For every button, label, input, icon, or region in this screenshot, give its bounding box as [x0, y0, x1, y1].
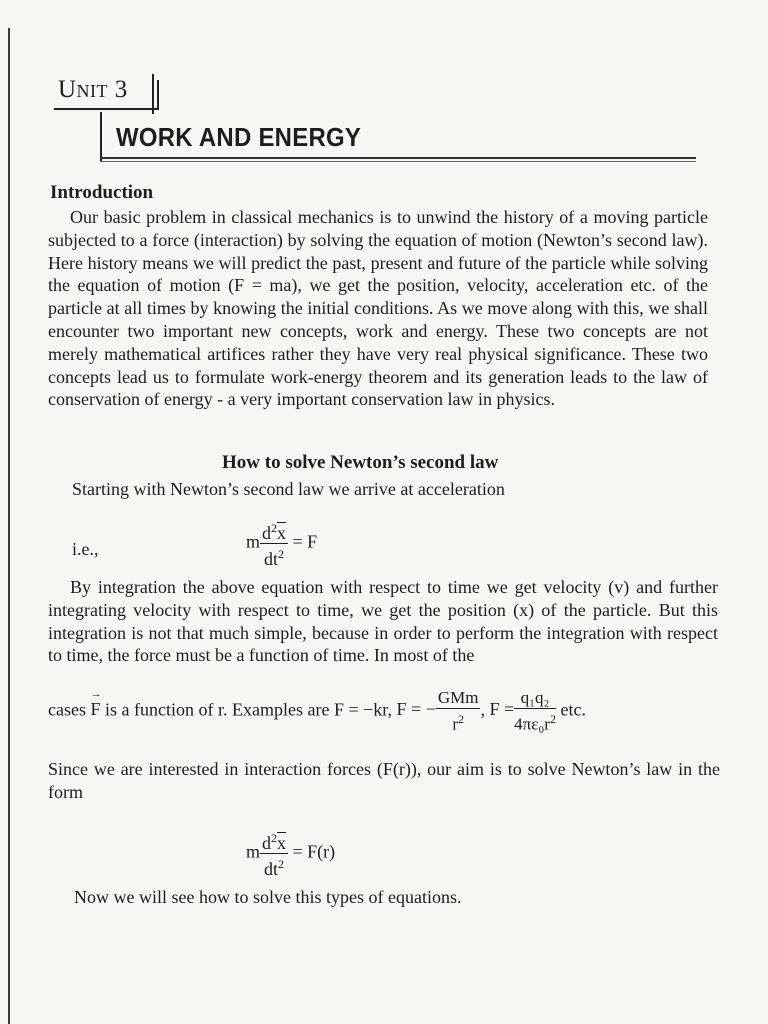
section-heading: How to solve Newton’s second law	[222, 452, 499, 473]
unit-underline	[54, 108, 158, 110]
eq1-rhs: = F	[292, 531, 318, 552]
unit-number: 3	[114, 76, 128, 103]
unit-label: Unit 3	[58, 76, 128, 103]
examples-line: cases → F is a function of r. Examples are F = −kr, F = − $\frac{\text{GMm}}{r^2}$ , F = $\frac{\text{q₁q₂}}{4\pi\varepsilon_0r^2}$ etc.	[48, 688, 586, 735]
since-paragraph: Since we are interested in interaction forces (F(r)), our aim is to solve Newton’s law in the form	[48, 759, 720, 802]
introduction-heading: Introduction	[50, 182, 154, 203]
eq2-fraction: $\frac{d^2\overline{x}}{dt^2}$	[260, 828, 288, 879]
start-text: Starting with Newton’s second law we arrive at acceleration	[72, 479, 505, 499]
eq2-rhs: = F(r)	[292, 841, 336, 862]
introduction-paragraph: Our basic problem in classical mechanics is to unwind the history of a moving particle subjected to a force (interaction) by solving the equation of motion (Newton’s second law). Here history means we will predict the past, present and future of the particle while solving the equation of motion (F = ma), we get the position, velocity, acceleration etc. of the particle at all times by knowing the initial conditions. As we move along with this, we shall encounter two important new concepts, work and energy. These two concepts are not merely mathematical artifices rather they have very real physical significance. These two concepts lead us to formulate work-energy theorem and its generation leads to the law of conservation of energy - a very important conservation law in physics.	[48, 207, 708, 410]
ie-label: i.e.,	[72, 539, 99, 559]
title-rule-thin	[100, 161, 696, 162]
example-spring: F = −kr,	[333, 699, 393, 720]
equation-newton	[246, 518, 317, 569]
equation-interaction: m $\frac{d^2\overline{x}}{dt^2}$ = F(r)	[246, 828, 335, 879]
integration-paragraph: By integration the above equation with respect to time we get velocity (v) and further integrating velocity with respect to time, we get the position (x) of the particle. But this integration is not that much simple, because in order to perform the integration with respect to time, the force must be a function of time. In most of the	[48, 577, 718, 666]
force-vector: → F	[90, 699, 100, 720]
closing-text: Now we will see how to solve this types of equations.	[74, 887, 462, 907]
example-gravity: F = − $\frac{\text{GMm}}{r^2}$	[396, 688, 479, 734]
eq1-fraction: $\frac{d^2\overline{x}}{dt^2}$	[260, 518, 288, 569]
eq1-mass: m	[246, 531, 261, 552]
chapter-title: WORK AND ENERGY	[116, 122, 362, 152]
page-edge-line	[8, 28, 10, 1024]
example-coulomb: F = $\frac{\text{q₁q₂}}{4\pi\varepsilon_0r^2}$	[489, 688, 556, 734]
chapter-box-edge	[100, 112, 102, 162]
title-rule	[100, 157, 696, 159]
unit-bracket-inner	[157, 80, 159, 110]
